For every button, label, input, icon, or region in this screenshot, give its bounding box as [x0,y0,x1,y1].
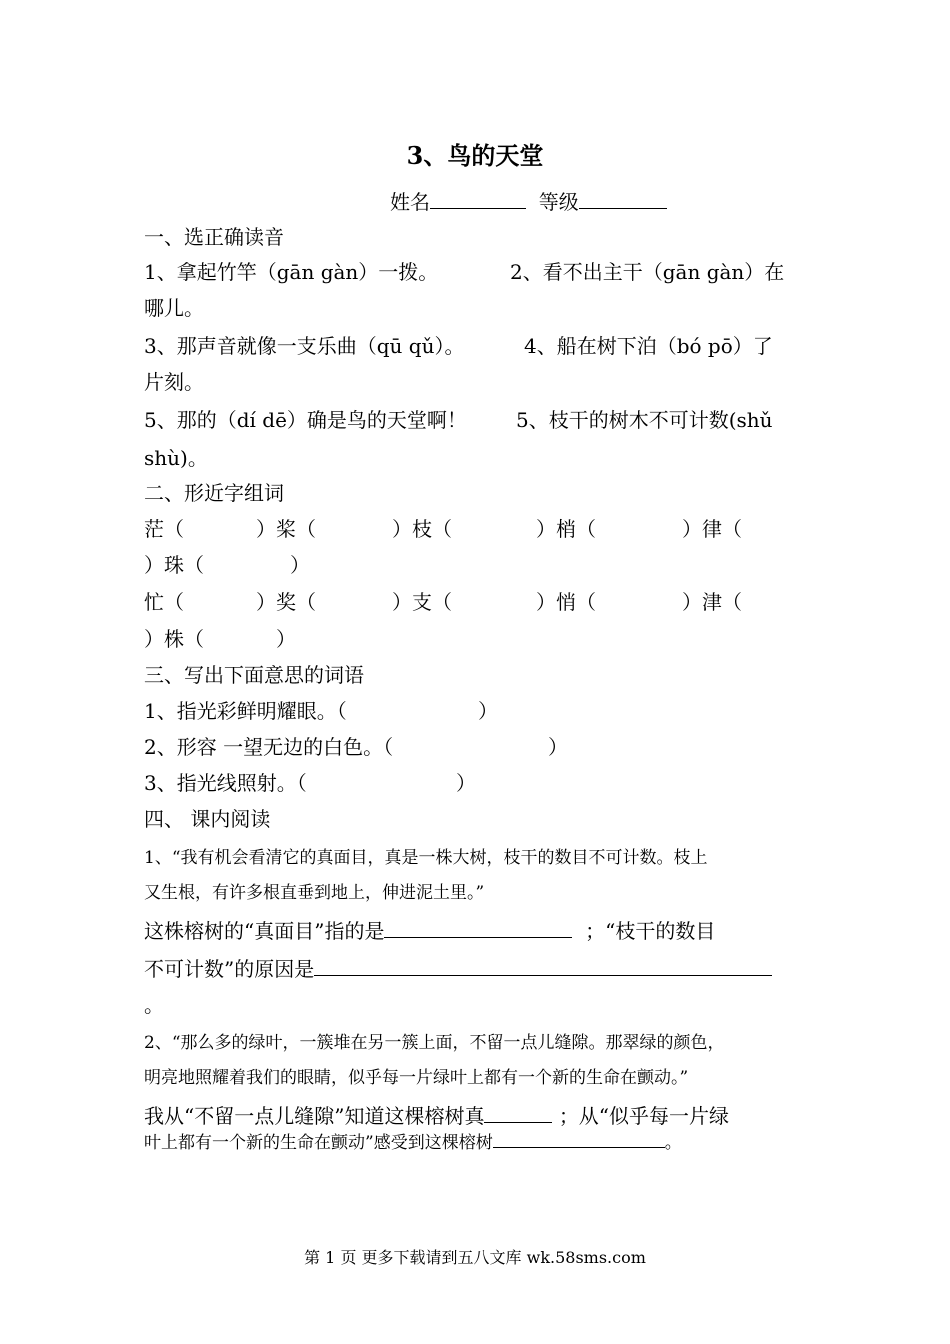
s4-a1-prompt2: 不可计数”的原因是 [144,957,315,981]
s4-passage1-line1: 1、“我有机会看清它的真面目，真是一株大树，枝干的数目不可计数。枝上 [144,848,708,868]
s3-q3-a: 3、指光线照射。（ [144,771,307,795]
s2-row1-item: ）枝（ [392,517,452,541]
s3-q1-a: 1、指光彩鲜明耀眼。（ [144,699,347,723]
s2-row1-item: ）桨（ [256,517,316,541]
s3-q3-b: ） [456,771,476,795]
s4-passage2-line2: 明亮地照耀着我们的眼睛，似乎每一片绿叶上都有一个新的生命在颤动。” [144,1068,689,1088]
grade-label: 等级 [538,190,579,214]
section4-heading: 四、 课内阅读 [144,807,271,831]
s2-row2-item: 忙（ [144,590,184,614]
s2-row1-item: ）梢（ [536,517,596,541]
s2-row2-item: ）悄（ [536,590,596,614]
s1-q3: 3、那声音就像一支乐曲（qū qǔ）。 [144,334,465,358]
page-footer: 第 1 页 更多下载请到五八文库 wk.58sms.com [304,1248,646,1267]
s1-q2-a: 2、看不出主干（gān gàn）在 [510,260,785,284]
name-grade-line [390,188,667,214]
name-blank[interactable] [430,188,526,209]
s2-row2-end: ） [276,627,296,651]
s4-a2-mid: ；从“似乎每一片绿 [558,1104,730,1128]
s4-answer2-line1 [144,1102,729,1128]
s2-row1-end: ） [290,553,310,577]
s1-q1: 1、拿起竹竿（gān gàn）一拨。 [144,260,439,284]
s4-a2-blank1[interactable] [484,1102,552,1123]
s4-a2-end: 。 [664,1133,682,1153]
section3-heading: 三、写出下面意思的词语 [144,663,364,687]
s4-passage2-line1: 2、“那么多的绿叶，一簇堆在另一簇上面，不留一点儿缝隙。那翠绿的颜色， [144,1033,725,1053]
s1-q2-b: 哪儿。 [144,296,204,320]
s4-a1-mid: ；“枝干的数目 [585,919,716,943]
s2-row2-item: ）津（ [682,590,742,614]
s2-row1-item: 茫（ [144,517,184,541]
section2-heading: 二、形近字组词 [144,481,284,505]
s1-q4-a: 4、船在树下泊（bó pō）了 [524,334,773,358]
s4-a1-prompt: 这株榕树的“真面目”指的是 [144,919,385,943]
s4-a1-blank2[interactable] [314,955,772,976]
s4-answer1-line1 [144,917,715,943]
s3-q2-b: ） [548,735,568,759]
grade-blank[interactable] [579,188,667,209]
s2-row2-item: ）支（ [392,590,452,614]
s2-row2-item: ）奖（ [256,590,316,614]
s1-q5: 5、那的（dí dē）确是鸟的天堂啊！ [144,408,467,432]
section1-heading: 一、选正确读音 [144,225,284,249]
s2-row2-tail: ）株（ [144,627,204,651]
s4-a2-blank2[interactable] [493,1130,665,1148]
s4-a1-end: 。 [144,993,164,1017]
s4-a2-prompt2: 叶上都有一个新的生命在颤动”感受到这棵榕树 [144,1133,493,1153]
name-label: 姓名 [390,190,430,214]
s1-q6-b: shù)。 [144,446,208,470]
s4-a2-prompt: 我从“不留一点儿缝隙”知道这棵榕树真 [144,1104,485,1128]
s4-answer2-line2 [144,1130,682,1155]
s2-row1-tail: ）珠（ [144,553,204,577]
s1-q4-b: 片刻。 [144,370,204,394]
s3-q2-a: 2、形容 一望无边的白色。（ [144,735,394,759]
page-title: 3、鸟的天堂 [406,141,544,170]
s4-passage1-line2: 又生根，有许多根直垂到地上，伸进泥土里。” [144,883,485,903]
s4-answer1-line2 [144,955,772,981]
s1-q6-a: 5、枝干的树木不可计数(shǔ [516,408,773,432]
s4-a1-blank1[interactable] [384,917,572,938]
s3-q1-b: ） [478,699,498,723]
s2-row1-item: ）律（ [682,517,742,541]
